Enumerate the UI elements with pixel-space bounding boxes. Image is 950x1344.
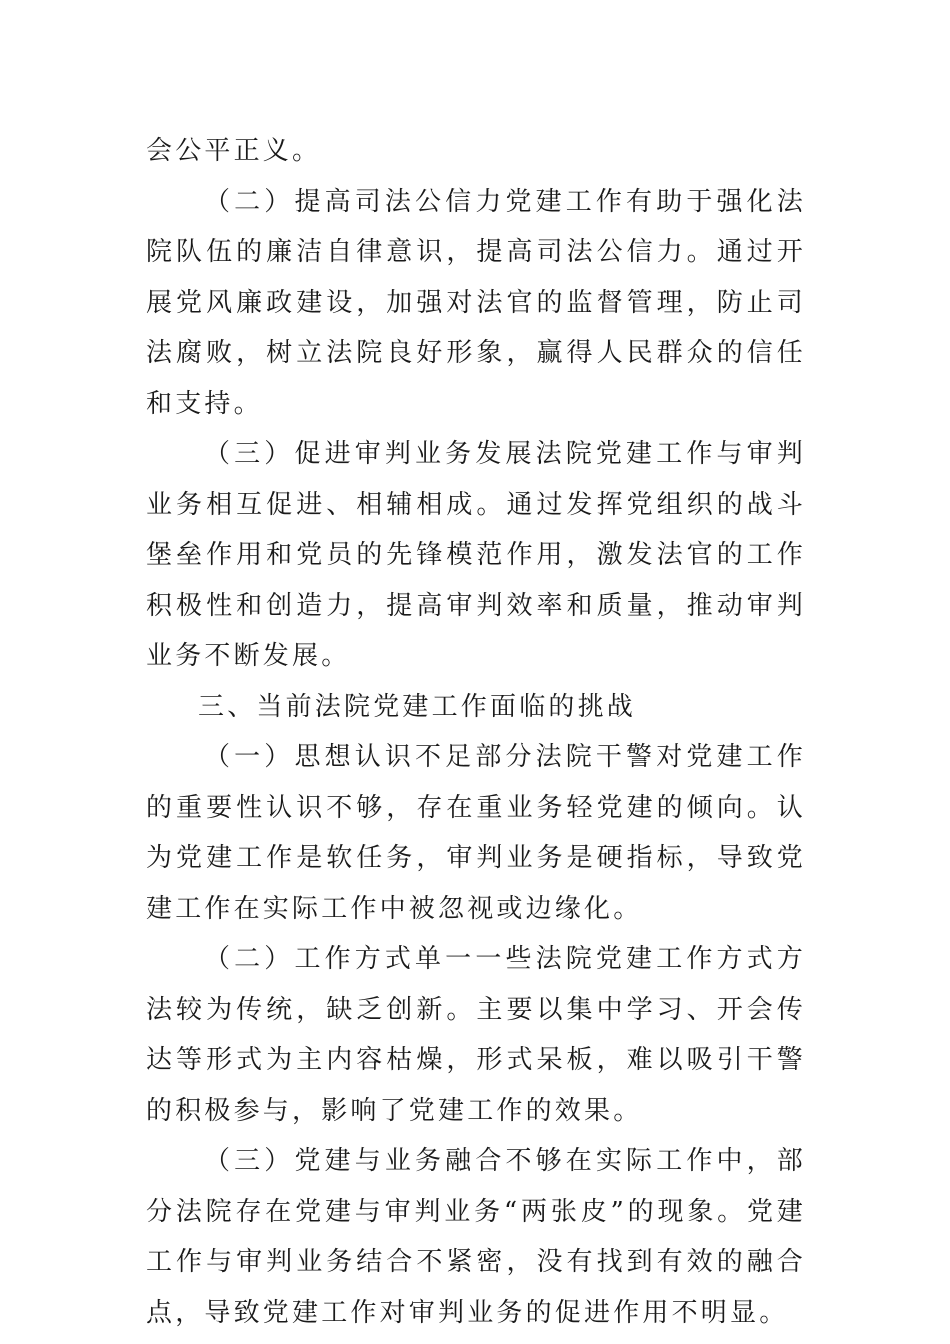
paragraph-work-methods: （二）工作方式单一一些法院党建工作方式方法较为传统，缺乏创新。主要以集中学习、开会传达等形式为主内容枯燥，形式呆板，难以吸引干警的积极参与，影响了党建工作的效果。 bbox=[146, 944, 806, 1126]
paragraph-credibility: （二）提高司法公信力党建工作有助于强化法院队伍的廉洁自律意识，提高司法公信力。通过开展党风廉政建设，加强对法官的监督管理，防止司法腐败，树立法院良好形象，赢得人民群众的信任和支持。 bbox=[146, 186, 806, 419]
paragraph-continuation: 会公平正义。 bbox=[146, 136, 322, 166]
paragraph-awareness: （一）思想认识不足部分法院干警对党建工作的重要性认识不够，存在重业务轻党建的倾向。认为党建工作是软任务，审判业务是硬指标，导致党建工作在实际工作中被忽视或边缘化。 bbox=[146, 742, 806, 924]
section-heading-challenges: 三、当前法院党建工作面临的挑战 bbox=[198, 691, 637, 722]
paragraph-trial-business: （三）促进审判业务发展法院党建工作与审判业务相互促进、相辅相成。通过发挥党组织的战斗堡垒作用和党员的先锋模范作用，激发法官的工作积极性和创造力，提高审判效率和质量，推动审判业务不断发展。 bbox=[146, 439, 806, 671]
document-body bbox=[146, 126, 806, 1338]
paragraph-integration: （三）党建与业务融合不够在实际工作中，部分法院存在党建与审判业务“两张皮”的现象。党建工作与审判业务结合不紧密，没有找到有效的融合点，导致党建工作对审判业务的促进作用不明显。 bbox=[146, 1146, 806, 1328]
